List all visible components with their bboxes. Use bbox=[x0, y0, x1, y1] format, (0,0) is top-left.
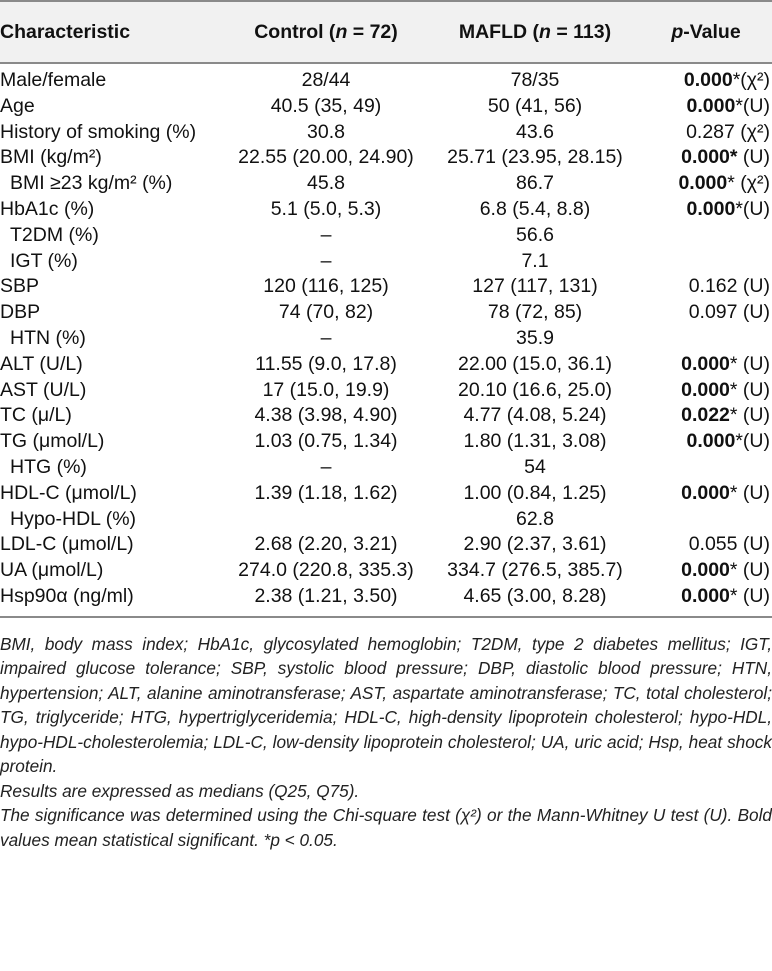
cell-p-value bbox=[640, 171, 772, 197]
cell-characteristic: Age bbox=[0, 94, 35, 117]
cell-mafld: 50 (41, 56) bbox=[487, 94, 583, 117]
cell-control: 45.8 bbox=[307, 172, 345, 195]
p-value-test: 0.162 (U) bbox=[688, 275, 770, 298]
table-row bbox=[0, 145, 772, 171]
p-value-test: *(U) bbox=[735, 197, 770, 220]
cell-mafld: 7.1 bbox=[521, 249, 549, 272]
p-value-test: * (U) bbox=[729, 559, 770, 582]
cell-characteristic: HTN (%) bbox=[10, 326, 86, 349]
p-value-significant: 0.000 bbox=[683, 69, 733, 91]
p-value-test: * (U) bbox=[729, 352, 770, 375]
p-value-test: *(U) bbox=[735, 430, 770, 453]
cell-mafld: 6.8 (5.4, 8.8) bbox=[479, 197, 591, 220]
cell-p-value bbox=[640, 352, 772, 378]
cell-mafld: 127 (117, 131) bbox=[472, 275, 598, 298]
cell-p-value bbox=[640, 223, 772, 249]
cell-control: 2.38 (1.21, 3.50) bbox=[254, 584, 398, 607]
p-value-test: *(U) bbox=[735, 94, 770, 117]
cell-control: 17 (15.0, 19.9) bbox=[262, 378, 390, 401]
p-value-test: *(χ²) bbox=[732, 69, 770, 91]
p-value-test: * (U) bbox=[729, 481, 770, 504]
cell-p-value bbox=[640, 429, 772, 455]
cell-mafld: 1.00 (0.84, 1.25) bbox=[463, 481, 607, 504]
cell-characteristic: HbA1c (%) bbox=[0, 197, 95, 220]
p-value-significant: 0.000 bbox=[681, 352, 730, 375]
table-row bbox=[0, 171, 772, 197]
cell-mafld: 43.6 bbox=[516, 120, 554, 143]
table-header-row bbox=[0, 1, 772, 63]
cell-mafld: 86.7 bbox=[516, 172, 554, 195]
cell-control: 4.38 (3.98, 4.90) bbox=[254, 404, 398, 427]
cell-mafld: 2.90 (2.37, 3.61) bbox=[463, 533, 607, 556]
cell-mafld: 25.71 (23.95, 28.15) bbox=[447, 146, 623, 169]
cell-p-value bbox=[640, 558, 772, 584]
table-row bbox=[0, 378, 772, 404]
cell-characteristic: LDL-C (μmol/L) bbox=[0, 533, 134, 556]
cell-p-value bbox=[640, 326, 772, 352]
cell-characteristic: Hsp90α (ng/ml) bbox=[0, 584, 134, 607]
p-value-test: * (U) bbox=[729, 404, 770, 427]
cell-characteristic: SBP bbox=[0, 275, 40, 298]
table-row bbox=[0, 403, 772, 429]
cell-mafld: 20.10 (16.6, 25.0) bbox=[458, 378, 612, 401]
table-row bbox=[0, 532, 772, 558]
cell-p-value bbox=[640, 403, 772, 429]
table-row bbox=[0, 249, 772, 275]
cell-p-value bbox=[640, 455, 772, 481]
p-value-significant: 0.000 bbox=[681, 584, 730, 607]
table-footnotes bbox=[0, 616, 772, 853]
p-value-significant: 0.022 bbox=[681, 404, 730, 427]
cell-control: – bbox=[320, 223, 332, 246]
cell-control: 40.5 (35, 49) bbox=[270, 94, 382, 117]
cell-mafld: 4.65 (3.00, 8.28) bbox=[463, 584, 607, 607]
table-row bbox=[0, 558, 772, 584]
cell-p-value bbox=[640, 63, 772, 94]
p-value-test: 0.287 (χ²) bbox=[686, 120, 770, 143]
p-value-test: 0.097 (U) bbox=[688, 301, 770, 324]
header-mafld: MAFLD (n = 113) bbox=[430, 1, 640, 63]
cell-control: 120 (116, 125) bbox=[263, 275, 389, 298]
cell-p-value bbox=[640, 274, 772, 300]
p-value-test: * (U) bbox=[729, 378, 770, 401]
cell-control: – bbox=[320, 455, 332, 478]
cell-characteristic: BMI (kg/m²) bbox=[0, 146, 102, 169]
cell-characteristic: UA (μmol/L) bbox=[0, 559, 104, 582]
p-value-significant: 0.000 bbox=[681, 559, 730, 582]
cell-characteristic: ALT (U/L) bbox=[0, 352, 83, 375]
cell-mafld: 54 bbox=[524, 455, 546, 478]
cell-p-value bbox=[640, 94, 772, 120]
p-value-test: * (U) bbox=[729, 584, 770, 607]
cell-control: – bbox=[320, 249, 332, 272]
cell-mafld: 62.8 bbox=[516, 507, 554, 530]
cell-control: 22.55 (20.00, 24.90) bbox=[238, 146, 414, 169]
p-value-test: 0.055 (U) bbox=[688, 533, 770, 556]
cell-p-value bbox=[640, 378, 772, 404]
cell-control: 274.0 (220.8, 335.3) bbox=[238, 559, 414, 582]
p-value-significant: 0.000 bbox=[678, 172, 728, 195]
table-row bbox=[0, 223, 772, 249]
footnote-abbreviations: BMI, body mass index; HbA1c, glycosylated hemoglobin; T2DM, type 2 diabetes mellitus; IGT, impaired glucose tolerance; SBP, systolic blood pressure; DBP, diastolic blood pressure; HTN, hypertension; ALT, alanine aminotransferase; AST, aspartate aminotransferase; TC, total cholesterol; TG, triglyceride; HTG, hypertriglyceridemia; HDL-C, high-density lipoprotein cholesterol; hypo-HDL, hypo-HDL-cholesterolemia; LDL-C, low-density lipoprotein cholesterol; UA, uric acid; Hsp, heat shock protein. bbox=[0, 633, 772, 777]
cell-p-value bbox=[640, 481, 772, 507]
cell-mafld: 334.7 (276.5, 385.7) bbox=[447, 559, 623, 582]
cell-mafld: 78 (72, 85) bbox=[487, 301, 583, 324]
table-row bbox=[0, 300, 772, 326]
footnote-results: Results are expressed as medians (Q25, Q75). bbox=[0, 780, 360, 801]
table-row bbox=[0, 584, 772, 616]
cell-control: 74 (70, 82) bbox=[278, 301, 374, 324]
cell-p-value bbox=[640, 197, 772, 223]
cell-control: 2.68 (2.20, 3.21) bbox=[254, 533, 398, 556]
cell-control: 28/44 bbox=[301, 69, 351, 91]
cell-characteristic: DBP bbox=[0, 301, 41, 324]
cell-characteristic: HDL-C (μmol/L) bbox=[0, 481, 137, 504]
table-row bbox=[0, 197, 772, 223]
table-row bbox=[0, 507, 772, 533]
cell-p-value bbox=[640, 249, 772, 275]
header-control: Control (n = 72) bbox=[222, 1, 430, 63]
cell-control: 5.1 (5.0, 5.3) bbox=[270, 197, 382, 220]
table-row bbox=[0, 63, 772, 94]
cell-characteristic: Male/female bbox=[0, 69, 107, 91]
table-row bbox=[0, 429, 772, 455]
cell-characteristic: HTG (%) bbox=[10, 455, 87, 478]
cell-characteristic: BMI ≥23 kg/m² (%) bbox=[10, 172, 173, 195]
cell-mafld: 78/35 bbox=[510, 69, 560, 91]
cell-p-value bbox=[640, 300, 772, 326]
cell-characteristic: History of smoking (%) bbox=[0, 120, 197, 143]
p-value-test: * (χ²) bbox=[727, 172, 770, 195]
p-value-significant: 0.000 bbox=[686, 94, 736, 117]
cell-characteristic: TG (μmol/L) bbox=[0, 430, 105, 453]
header-p-value: p-Value bbox=[640, 1, 772, 63]
cell-control bbox=[222, 507, 430, 533]
cell-characteristic: AST (U/L) bbox=[0, 378, 87, 401]
cell-p-value bbox=[640, 584, 772, 616]
cell-characteristic: Hypo-HDL (%) bbox=[10, 507, 137, 530]
p-value-significant: 0.000* bbox=[681, 146, 738, 169]
header-characteristic: Characteristic bbox=[0, 1, 222, 63]
p-value-significant: 0.000 bbox=[686, 430, 736, 453]
p-value-test: (U) bbox=[737, 146, 770, 169]
cell-mafld: 22.00 (15.0, 36.1) bbox=[458, 352, 612, 375]
p-value-significant: 0.000 bbox=[681, 481, 730, 504]
table-row bbox=[0, 326, 772, 352]
cell-mafld: 56.6 bbox=[516, 223, 554, 246]
cell-control: 30.8 bbox=[307, 120, 345, 143]
cell-mafld: 4.77 (4.08, 5.24) bbox=[463, 404, 607, 427]
cell-p-value bbox=[640, 145, 772, 171]
cell-control: 1.39 (1.18, 1.62) bbox=[254, 481, 398, 504]
cell-control: – bbox=[320, 326, 332, 349]
cell-mafld: 35.9 bbox=[516, 326, 554, 349]
cell-p-value bbox=[640, 120, 772, 146]
table-row bbox=[0, 455, 772, 481]
table-row bbox=[0, 120, 772, 146]
table-row bbox=[0, 94, 772, 120]
cell-p-value bbox=[640, 532, 772, 558]
p-value-significant: 0.000 bbox=[686, 197, 736, 220]
cell-characteristic: T2DM (%) bbox=[10, 223, 99, 246]
footnote-significance: The significance was determined using the Chi-square test (χ²) or the Mann-Whitney U test (U). Bold values mean statistical significant. *p < 0.05. bbox=[0, 805, 772, 850]
cell-control: 1.03 (0.75, 1.34) bbox=[254, 430, 398, 453]
cell-p-value bbox=[640, 507, 772, 533]
table-row bbox=[0, 481, 772, 507]
p-value-significant: 0.000 bbox=[681, 378, 730, 401]
cell-characteristic: TC (μ/L) bbox=[0, 404, 72, 427]
cell-control: 11.55 (9.0, 17.8) bbox=[255, 352, 397, 375]
cell-mafld: 1.80 (1.31, 3.08) bbox=[463, 430, 607, 453]
table-row bbox=[0, 352, 772, 378]
cell-characteristic: IGT (%) bbox=[10, 249, 78, 272]
table-row bbox=[0, 274, 772, 300]
